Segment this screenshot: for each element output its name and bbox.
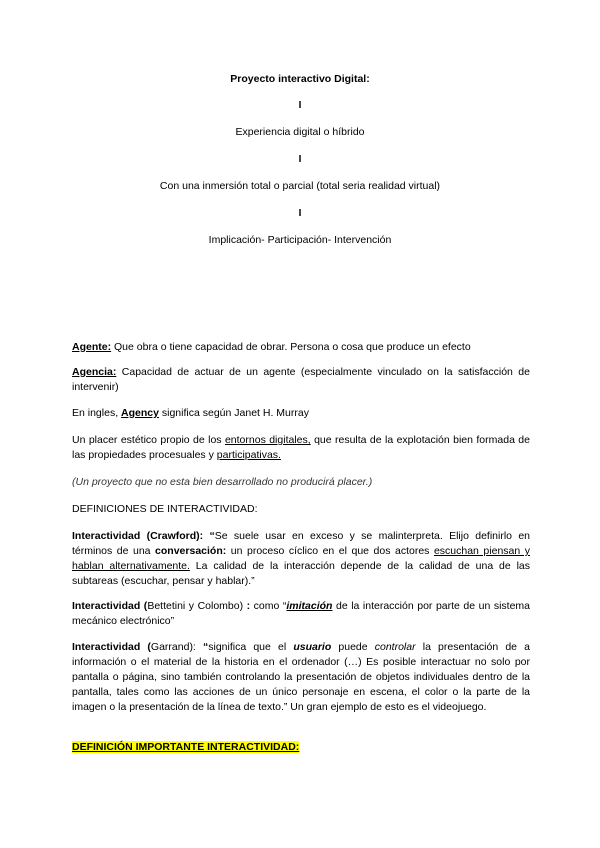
- note-paragraph: (Un proyecto que no esta bien desarrollado no producirá placer.): [72, 476, 373, 488]
- bettetini-text-1: Bettetini y Colombo): [147, 600, 247, 612]
- garrand-text-2: significa que el: [208, 641, 294, 653]
- agente-paragraph: [72, 340, 530, 355]
- agencia-term: Agencia:: [72, 366, 117, 378]
- crawford-text-2: un proceso cíclico en el que dos actores: [226, 545, 434, 557]
- crawford-underline-1: escuchan piensan y hablan alternativamente.: [72, 545, 530, 572]
- bettetini-imitacion: imitación: [286, 600, 333, 612]
- separator-3: I: [298, 208, 302, 219]
- crawford-text-1: Se suele usar en exceso y se malinterpreta. Elijo definirlo en términos de una: [72, 530, 530, 557]
- bettetini-bold-1: :: [246, 600, 251, 612]
- agency-term: Agency: [121, 407, 159, 419]
- garrand-usuario: usuario: [293, 641, 332, 653]
- crawford-text-3: La calidad de la interacción depende de la calidad de una de las subtareas (escuchar, pensar y hablar).”: [72, 560, 530, 587]
- placer-underline-1: entornos digitales,: [224, 434, 311, 446]
- agencia-definition: Capacidad de actuar de un agente (especialmente vinculado on la satisfacción de intervenir): [72, 366, 530, 393]
- garrand-paragraph: [72, 640, 530, 715]
- agencia-paragraph: [72, 365, 530, 395]
- agente-definition: Que obra o tiene capacidad de obrar. Persona o cosa que produce un efecto: [111, 341, 471, 353]
- bettetini-text-2: como “: [250, 600, 287, 612]
- agency-post: significa según Janet H. Murray: [158, 407, 309, 419]
- garrand-text-4: la presentación de a información o el material de la historia en el ordenador (…) Es posible interactuar no solo por pantalla o página, sino también controlando la presentación de objetos individuales dentro de la pantalla, tales como las acciones de un único personaje en escena, el color o la parte de la imagen o la presentación de la línea de texto.” Un gran ejemplo de esto es el videojuego.: [72, 641, 530, 713]
- bettetini-label: Interactividad (: [72, 600, 148, 612]
- definitions-heading: DEFINICIONES DE INTERACTIVIDAD:: [72, 503, 258, 515]
- garrand-bold-1: “: [203, 641, 209, 653]
- garrand-controlar: controlar: [374, 641, 416, 653]
- agente-term: Agente:: [72, 341, 112, 353]
- agency-paragraph: [72, 406, 530, 421]
- separator-1: I: [298, 100, 302, 111]
- header-line-3: Implicación- Participación- Intervención: [208, 234, 392, 246]
- header-line-2: Con una inmersión total o parcial (total seria realidad virtual): [159, 180, 441, 192]
- agency-pre: En ingles,: [72, 407, 122, 419]
- garrand-text-1: Garrand):: [150, 641, 203, 653]
- garrand-text-3: puede: [331, 641, 375, 653]
- crawford-label: Interactividad (Crawford): “: [72, 530, 215, 542]
- document-title: Proyecto interactivo Digital:: [230, 73, 370, 85]
- placer-text-1: Un placer estético propio de los: [72, 434, 225, 446]
- header-line-1: Experiencia digital o híbrido: [235, 126, 365, 138]
- placer-text-2: que resulta de la explotación bien formada de las propiedades procesuales y: [72, 434, 530, 461]
- crawford-bold-1: conversación:: [155, 545, 227, 557]
- crawford-paragraph: [72, 529, 530, 589]
- bettetini-text-3: de la interacción por parte de un sistema mecánico electrónico”: [72, 600, 531, 627]
- bettetini-paragraph: [72, 599, 530, 629]
- important-heading-wrap: [72, 740, 530, 755]
- garrand-label: Interactividad (: [72, 641, 151, 653]
- placer-underline-2: participativas.: [216, 449, 281, 461]
- placer-paragraph: [72, 433, 530, 463]
- important-heading: DEFINICIÓN IMPORTANTE INTERACTIVIDAD:: [72, 741, 300, 753]
- separator-2: I: [298, 154, 302, 165]
